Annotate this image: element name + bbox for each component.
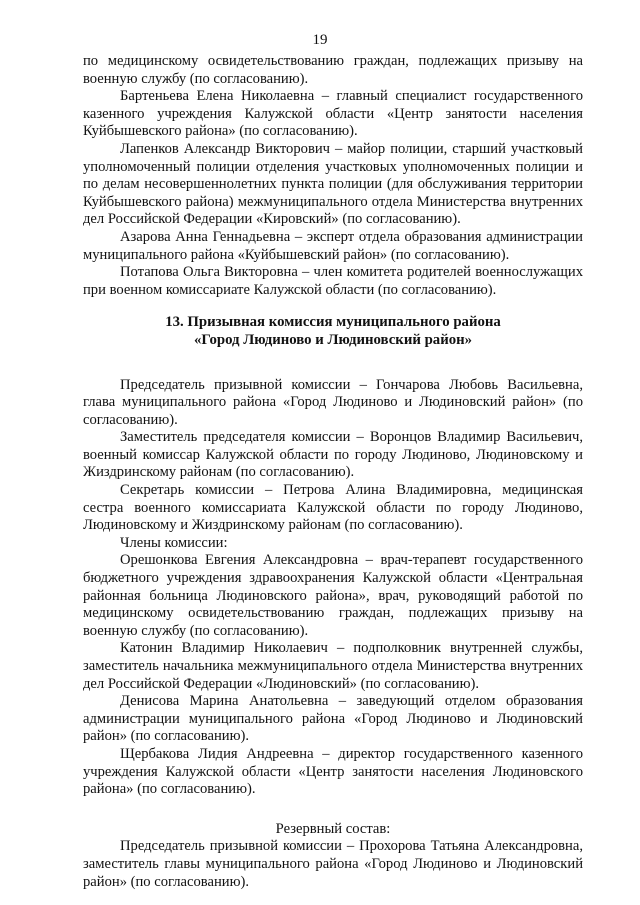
commission-deputy: Заместитель председателя комиссии – Воронцов Владимир Васильевич, военный комиссар Калужской области по городу Людиново, Людиновскому и Жиздринскому районам (по согласованию).	[83, 429, 583, 481]
page-number: 19	[312, 32, 328, 48]
reserve-heading: Резервный состав:	[275, 820, 391, 837]
intro-continuation-paragraph: по медицинскому освидетельствованию граждан, подлежащих призыву на военную службу (по согласованию).	[83, 53, 583, 87]
section-title	[83, 314, 583, 349]
document-body	[83, 53, 583, 891]
section-title-line-1: 13. Призывная комиссия муниципального района	[165, 314, 501, 331]
member-katonin: Катонин Владимир Николаевич – подполковник внутренней службы, заместитель начальника межмуниципального отдела Министерства внутренних дел Российской Федерации «Людиновский» (по согласованию).	[83, 640, 583, 692]
section-title-line-2: «Город Людиново и Людиновский район»	[193, 331, 473, 348]
member-shcherbakova: Щербакова Лидия Андреевна – директор государственного казенного учреждения Калужской области «Центр занятости населения Людиновского района» (по согласованию).	[83, 745, 583, 798]
members-heading: Члены комиссии:	[120, 534, 228, 551]
member-azarova: Азарова Анна Геннадьевна – эксперт отдела образования администрации муниципального района «Куйбышевский район» (по согласованию).	[83, 228, 583, 263]
member-oreshonkova: Орешонкова Евгения Александровна – врач-терапевт государственного бюджетного учреждения здравоохранения Калужской области «Центральная районная больница Людиновского района», врач, руководящий работой по медицинскому освидетельствованию граждан, подлежащих призыву на военную службу (по согласованию).	[83, 552, 583, 639]
member-lapenkov: Лапенков Александр Викторович – майор полиции, старший участковый уполномоченный полиции отделения участковых уполномоченных полиции и по делам несовершеннолетних пункта полиции (для обслуживания территории Куйбышевского района) межмуниципального отдела Министерства внутренних дел Российской Федерации «Кировский» (по согласованию).	[83, 140, 583, 228]
member-denisova: Денисова Марина Анатольевна – заведующий отделом образования администрации муниципального района «Город Людиново и Людиновский район» (по согласованию).	[83, 693, 583, 745]
commission-secretary: Секретарь комиссии – Петрова Алина Владимировна, медицинская сестра военного комиссариата Калужской области по городу Людиново, Людиновскому и Жиздринскому районам (по согласованию).	[83, 482, 583, 534]
commission-chair: Председатель призывной комиссии – Гончарова Любовь Васильевна, глава муниципального района «Город Людиново и Людиновский район» (по согласованию).	[83, 376, 583, 428]
reserve-chair: Председатель призывной комиссии – Прохорова Татьяна Александровна, заместитель главы муниципального района «Город Людиново и Людиновский район» (по согласованию).	[83, 838, 583, 890]
member-potapova: Потапова Ольга Викторовна – член комитета родителей военнослужащих при военном комиссариате Калужской области (по согласованию).	[83, 264, 583, 298]
member-bartenyeva: Бартеньева Елена Николаевна – главный специалист государственного казенного учреждения Калужской области «Центр занятости населения Куйбышевского района» (по согласованию).	[83, 88, 583, 140]
